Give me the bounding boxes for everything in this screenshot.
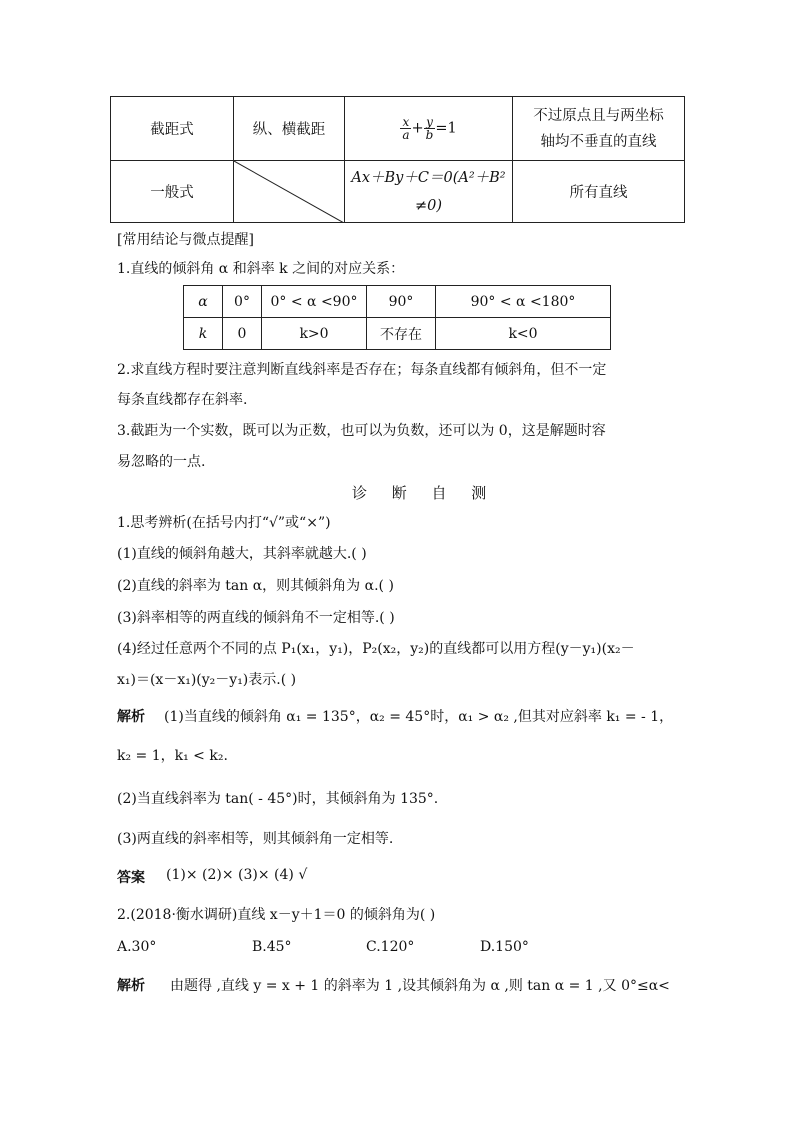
table-cell: k>0 [262,318,367,350]
form-name-cell: 截距式 [111,97,234,161]
angle-slope-table [183,285,611,350]
solution-2-text: 由题得 ,直线 y = x + 1 的斜率为 1 ,设其倾斜角为 α ,则 tan α = 1 ,又 0°≤α< [170,978,670,994]
table-cell: 0° < α <90° [262,286,367,318]
notes-title: [常用结论与微点提醒] [117,232,254,248]
note-2-line-1: 2.求直线方程时要注意判断直线斜率是否存在；每条直线都有倾斜角，但不一定 [117,362,607,378]
solution-1-line-1: (1)当直线的倾斜角 α₁ = 135°，α₂ = 45°时，α₁ > α₂ ,但其对应斜率 k₁ = - 1， [164,709,674,725]
question-2-option-d: D.150° [480,939,529,955]
table-cell: k<0 [436,318,611,350]
note-3-line-1: 3.截距为一个实数，既可以为正数，也可以为负数，还可以为 0，这是解题时容 [117,423,606,439]
solution-1-line-2: k₂ = 1，k₁ < k₂. [117,748,228,764]
form-param-cell: 纵、横截距 [234,97,345,161]
section-title: 诊 断 自 测 [352,484,497,502]
fraction-x-a: $\frac{x}{a}$ [402,115,410,142]
note-2-line-2: 每条直线都存在斜率. [117,392,248,408]
note-3-line-2: 易忽略的一点. [117,454,206,470]
solution-2-label: 解析 [117,978,145,994]
line-forms-table [110,96,685,223]
question-1-title: 1.思考辨析(在括号内打“√”或“×”) [117,515,331,531]
table-cell: 0° [223,286,262,318]
form-name-cell: 一般式 [111,161,234,223]
diagonal-line [234,161,344,223]
question-2-option-c: C.120° [366,939,415,955]
table-cell: k [184,318,223,350]
question-2: 2.(2018·衡水调研)直线 x－y＋1＝0 的倾斜角为( ) [117,907,436,923]
diagonal-empty-cell [234,161,345,223]
solution-1-line-4: (3)两直线的斜率相等，则其倾斜角一定相等. [117,831,394,847]
solution-1-line-3: (2)当直线斜率为 tan( - 45°)时，其倾斜角为 135°. [117,791,439,807]
answer-1: (1)× (2)× (3)× (4) √ [166,867,308,883]
table-cell: α [184,286,223,318]
note-1: 1.直线的倾斜角 α 和斜率 k 之间的对应关系： [117,261,405,277]
fraction-y-b: $\frac{y}{b}$ [425,115,434,142]
question-1-item-4-line-2: x₁)＝(x－x₁)(y₂－y₁)表示.( ) [117,672,297,688]
form-equation-cell: $\frac{x}{a}$ + $\frac{y}{b}$ =1 [345,97,513,161]
solution-label: 解析 [117,709,145,725]
table-cell: 90° [367,286,436,318]
table-cell: 90° < α <180° [436,286,611,318]
form-scope-cell: 所有直线 [513,161,685,223]
table-cell: 不存在 [367,318,436,350]
question-1-item-3: (3)斜率相等的两直线的倾斜角不一定相等.( ) [117,610,395,626]
table-cell: 0 [223,318,262,350]
form-scope-cell: 不过原点且与两坐标 轴均不垂直的直线 [513,97,685,161]
question-1-item-4-line-1: (4)经过任意两个不同的点 P₁(x₁，y₁)，P₂(x₂，y₂)的直线都可以用方程(y－y₁)(x₂－ [117,641,635,657]
form-equation-cell: Ax＋By＋C＝0(A²＋B² ≠0) [345,161,513,223]
question-1-item-2: (2)直线的斜率为 tan α，则其倾斜角为 α.( ) [117,578,394,594]
question-1-item-1: (1)直线的倾斜角越大，其斜率就越大.( ) [117,546,367,562]
question-2-option-a: A.30° [117,939,157,955]
question-2-option-b: B.45° [252,939,292,955]
answer-label: 答案 [117,870,145,886]
